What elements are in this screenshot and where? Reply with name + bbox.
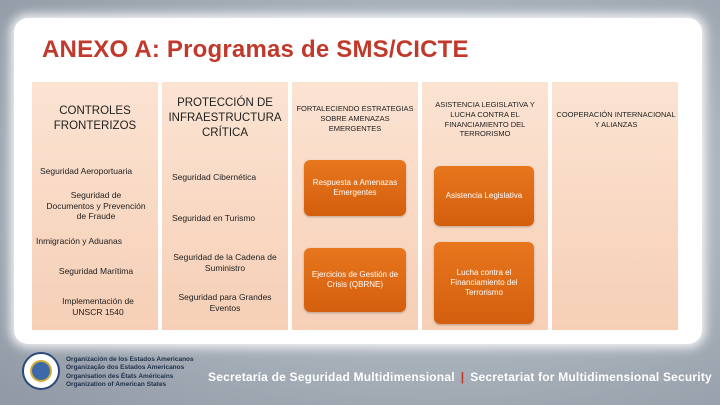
list-item: Implementación de UNSCR 1540 <box>62 296 134 317</box>
oas-seal-icon <box>22 352 60 390</box>
column-heading: CONTROLES FRONTERIZOS <box>53 105 137 132</box>
secretariat-banner <box>208 370 712 384</box>
item-asistencia-legislativa <box>434 166 534 226</box>
item-label: Ejercicios de Gestión de Crisis (QBRNE) <box>311 270 399 289</box>
item-label: Respuesta a Amenazas Emergentes <box>312 178 398 197</box>
list-item: Seguridad Cibernética <box>172 172 257 182</box>
item-label: Asistencia Legislativa <box>445 191 523 200</box>
list-item: Seguridad de la Cadena de Suministro <box>173 252 277 273</box>
column-heading: ASISTENCIA LEGISLATIVA Y LUCHA CONTRA EL FINANCIAMIENTO DEL TERRORISMO <box>435 100 535 139</box>
item-lucha-financiamiento <box>434 242 534 324</box>
slide-title: ANEXO A: Programas de SMS/CICTE <box>42 36 469 63</box>
list-item: Inmigración y Aduanas <box>36 236 122 246</box>
item-ejercicios-crisis <box>304 248 406 312</box>
org-line: Organisation des États Américains <box>66 372 174 380</box>
org-line: Organização dos Estados Americanos <box>66 364 185 372</box>
banner-separator: | <box>460 370 465 384</box>
list-item: Seguridad Aeroportuaria <box>40 166 133 176</box>
organization-names <box>66 356 194 390</box>
org-line: Organization of American States <box>66 381 167 389</box>
column-heading: PROTECCIÓN DE INFRAESTRUCTURA CRÍTICA <box>168 97 282 139</box>
org-line: Organización de los Estados Americanos <box>66 356 194 363</box>
banner-english: Secretariat for Multidimensional Security <box>470 370 712 384</box>
item-label: Lucha contra el Financiamiento del Terrorismo <box>450 268 518 297</box>
item-respuesta-amenazas <box>304 160 406 216</box>
list-item: Seguridad de Documentos y Prevención de Fraude <box>46 190 146 222</box>
column-heading: FORTALECIENDO ESTRATEGIAS SOBRE AMENAZAS EMERGENTES <box>296 104 414 133</box>
list-item: Seguridad para Grandes Eventos <box>178 292 272 313</box>
banner-spanish: Secretaría de Seguridad Multidimensional <box>208 370 455 384</box>
list-item: Seguridad Marítima <box>58 266 134 276</box>
list-item: Seguridad en Turismo <box>172 213 256 223</box>
column-heading: COOPERACIÓN INTERNACIONAL Y ALIANZAS <box>556 110 676 129</box>
